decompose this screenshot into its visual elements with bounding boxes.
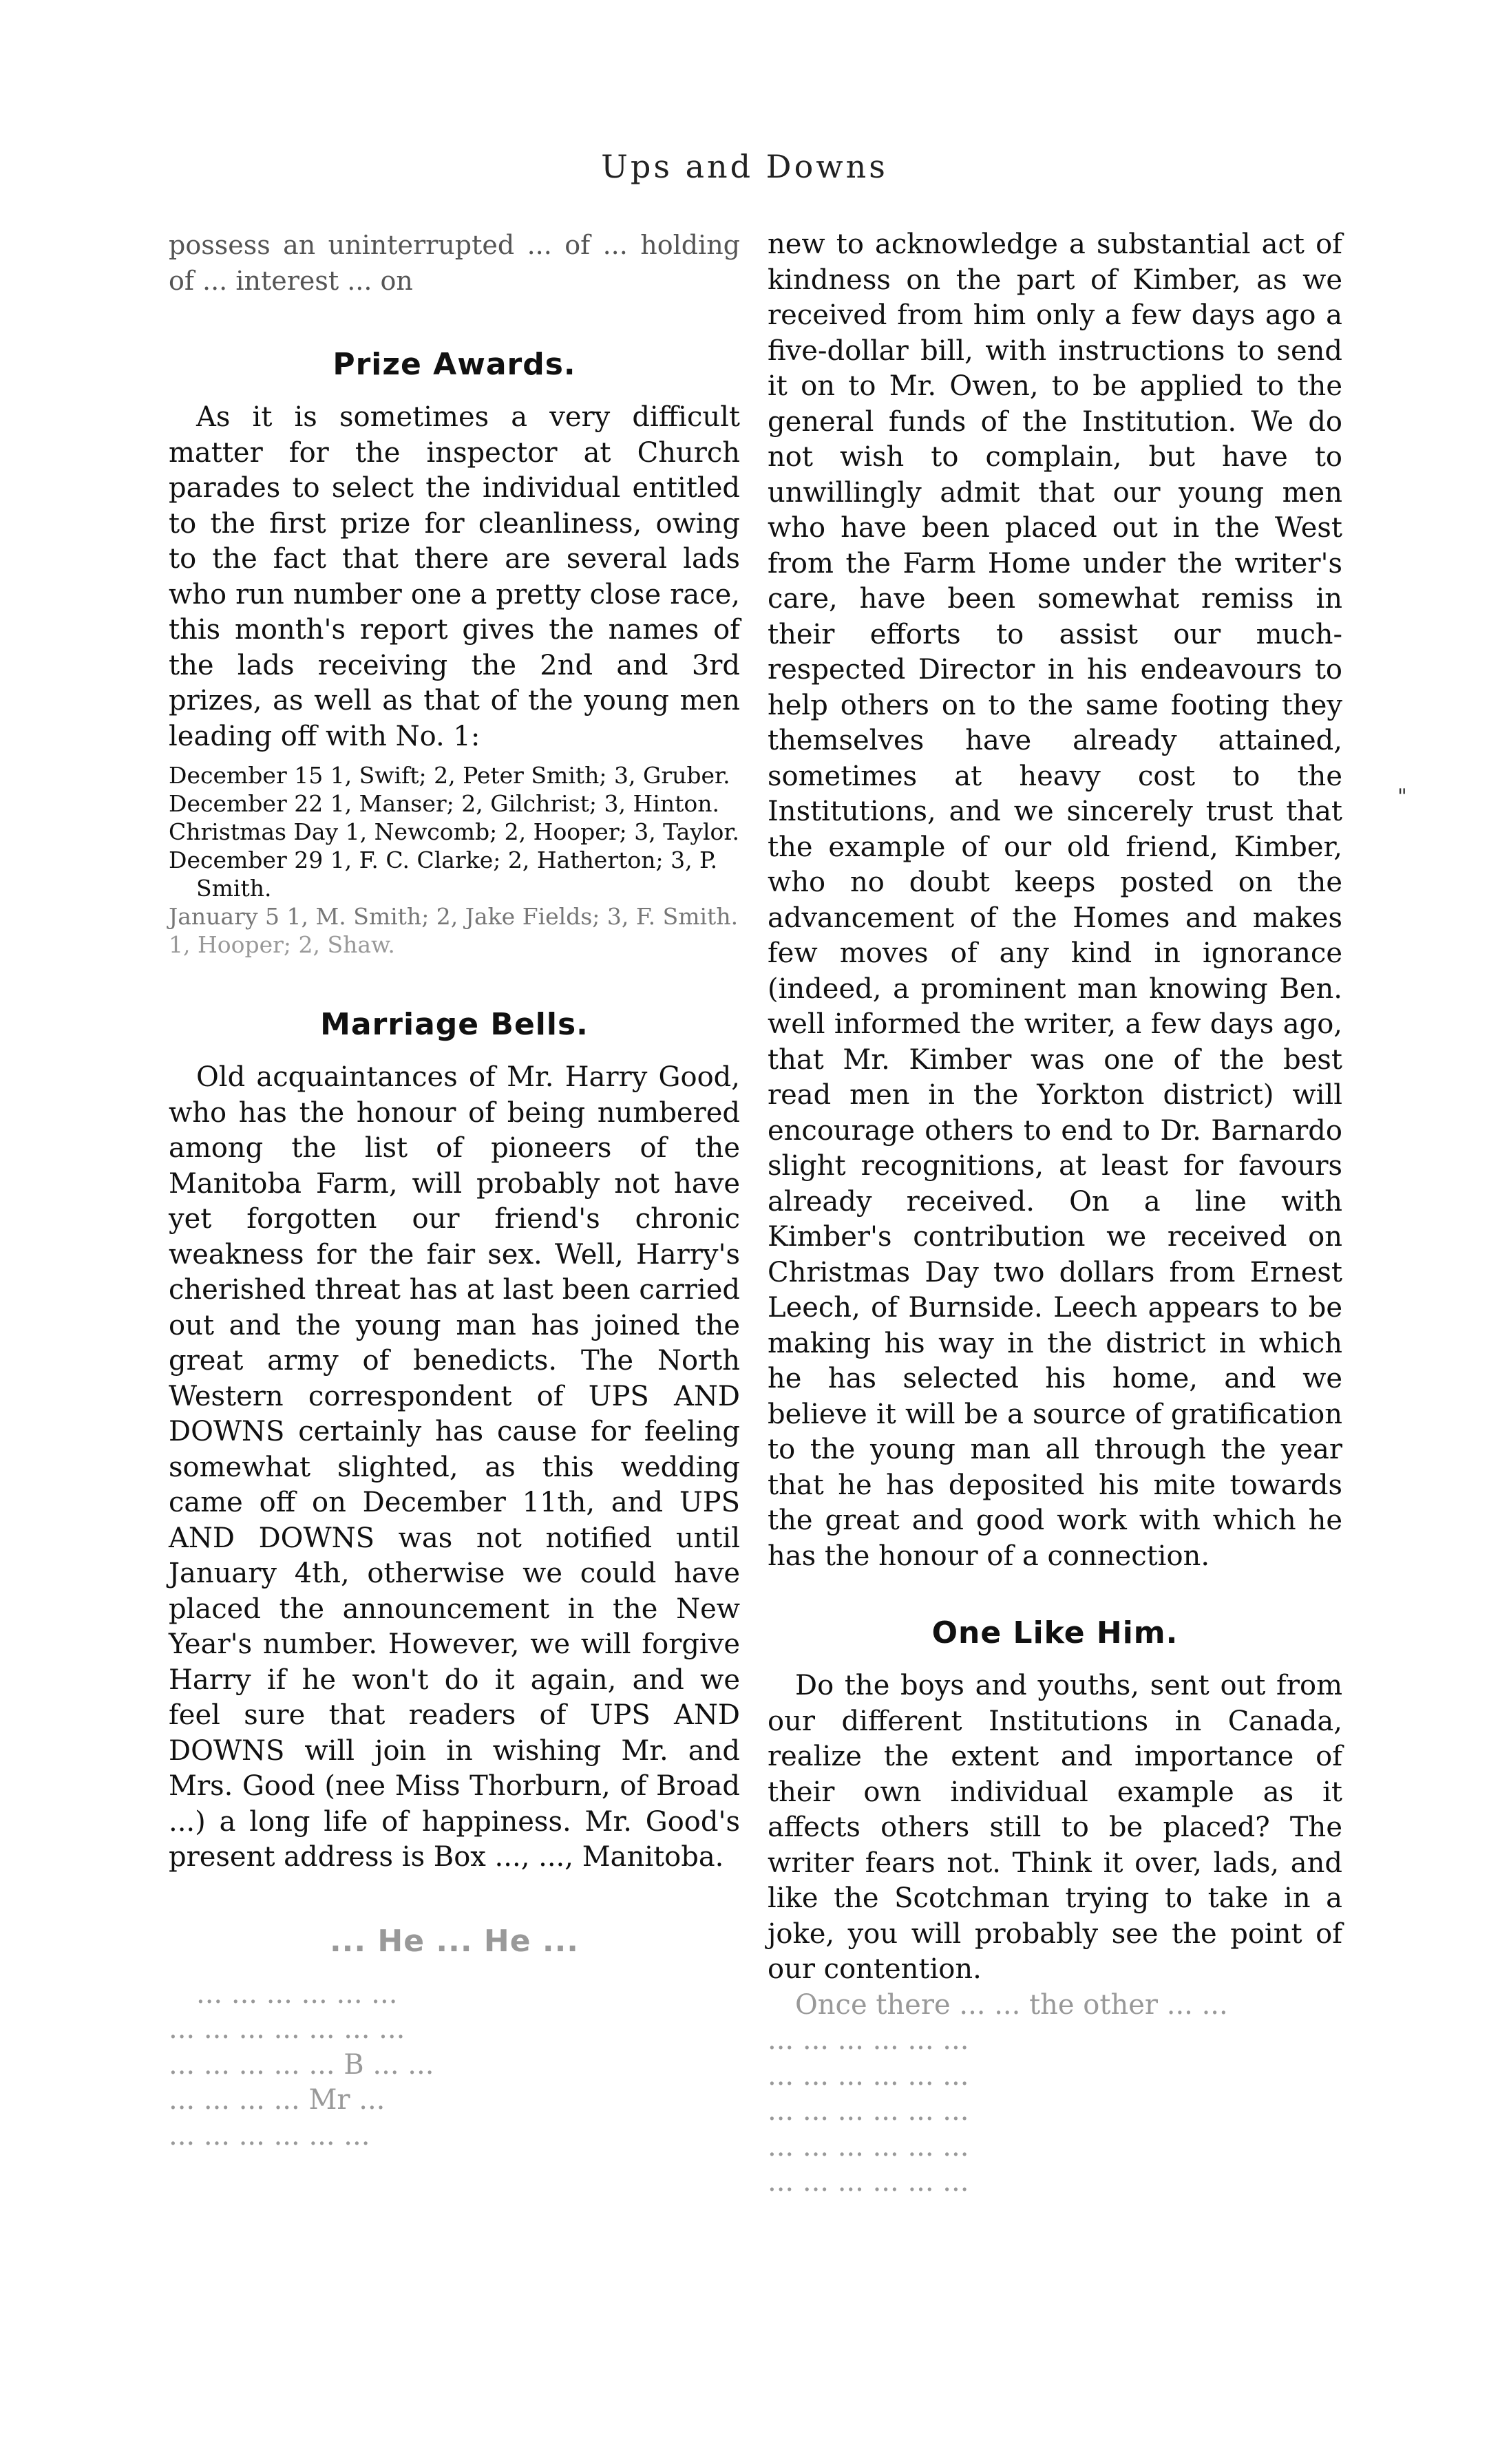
faded-line: ... ... ... ... ... ... — [768, 2024, 969, 2056]
one-like-him-heading: One Like Him. — [931, 1615, 1179, 1650]
awards-list — [169, 761, 740, 959]
prize-awards-heading: Prize Awards. — [332, 347, 576, 382]
award-entry: Christmas Day 1, Newcomb; 2, Hooper; 3, Taylor. — [169, 818, 740, 845]
faded-line: ... ... ... ... ... ... — [768, 2059, 969, 2092]
award-entry: December 15 1, Swift; 2, Peter Smith; 3, Gruber. — [169, 762, 730, 789]
marriage-bells-heading: Marriage Bells. — [320, 1007, 589, 1042]
award-entry: January 5 1, M. Smith; 2, Jake Fields; 3, F. Smith. — [169, 903, 739, 930]
faded-line: ... ... ... ... ... ... — [768, 2095, 969, 2127]
award-entry: December 22 1, Manser; 2, Gilchrist; 3, Hinton. — [169, 790, 719, 817]
marriage-bells-paragraph: Old acquaintances of Mr. Harry Good, who has the honour of being numbered among the list of pioneers of the Manitoba Farm, will probably not have yet forgotten our friend's chronic weakness for the fair sex. Well, Harry's cherished threat has at last been carried out and the young man has joined the great army of benedicts. The North Western correspondent of UPS AND DOWNS certainly has cause for feeling somewhat slighted, as this wedding came off on December 11th, and UPS AND DOWNS was not notified until January 4th, otherwise we could have placed the announcement in the New Year's number. However, we will forgive Harry if he won't do it again, and we feel sure that readers of UPS AND DOWNS will join in wishing Mr. and Mrs. Good (nee Miss Thorburn, of Broad ...) a long life of happiness. Mr. Good's present address is Box ..., ..., Manitoba. — [169, 1061, 740, 1873]
continued-paragraph: new to acknowledge a substantial act of kindness on the part of Kimber, as we received from him only a few days ago a five-dollar bill, with instructions to send it on to Mr. Owen, to be applied to the general funds of the Institution. We do not wish to complain, but have to unwillingly admit that our young men who have been placed out in the West from the Farm Home under the writer's care, have been somewhat remiss in their efforts to assist our much-respected Director in his endeavours to help others on to the same footing they themselves have already attained, sometimes at heavy cost to the Institutions, and we sincerely trust that the example of our old friend, Kimber, who no doubt keeps posted on the advancement of the Homes and makes few moves of any kind in ignorance (indeed, a prominent man knowing Ben. well informed the writer, a few days ago, that Mr. Kimber was one of the best read men in the Yorkton district) will encourage others to end to Dr. Barnardo slight recognitions, at least for favours already received. On a line with Kimber's contribution we received on Christmas Day two dollars from Ernest Leech, of Burnside. Leech appears to be making his way in the district in which he has selected his home, and we believe it will be a source of gratification to the young man all through the year that he has deposited his mite towards the great and good work with which he has the honour of a connection. — [768, 229, 1342, 1572]
prize-awards-paragraph: As it is sometimes a very difficult matter for the inspector at Church parades to select the individual entitled to the first prize for cleanliness, owing to the fact that there are several lads who run number one a pretty close race, this month's report gives the names of the lads receiving the 2nd and 3rd prizes, as well as that of the young men leading off with No. 1: — [169, 401, 740, 752]
top-fragment: possess an uninterrupted ... of ... holding of ... interest ... on — [169, 230, 740, 296]
left-column — [169, 227, 740, 2154]
award-entry: 1, Hooper; 2, Shaw. — [169, 931, 395, 958]
faded-section-heading: ... He ... He ... — [329, 1923, 580, 1959]
running-head: Ups and Downs — [601, 148, 888, 185]
right-column — [768, 227, 1342, 2200]
award-entry: December 29 1, F. C. Clarke; 2, Hatherton; 3, P. Smith. — [169, 847, 718, 902]
margin-mark: " — [1397, 785, 1407, 809]
faded-line: ... ... ... ... ... ... ... — [169, 2013, 405, 2045]
faded-line: ... ... ... ... ... ... — [196, 1977, 398, 2010]
faded-line: ... ... ... ... ... ... — [169, 2119, 370, 2152]
one-like-him-paragraph: Do the boys and youths, sent out from our different Institutions in Canada, realize the extent and importance of their own individual example as it affects others still to be placed? The writer fears not. Think it over, lads, and like the Scotchman trying to take in a joke, you will probably see the point of our contention. — [768, 1670, 1342, 1985]
faded-line: ... ... ... ... ... B ... ... — [169, 2048, 434, 2081]
faded-line: ... ... ... ... ... ... — [768, 2166, 969, 2198]
faded-line: ... ... ... ... ... ... — [768, 2130, 969, 2163]
faded-line: ... ... ... ... Mr ... — [169, 2084, 386, 2116]
faded-line: Once there ... ... the other ... ... — [795, 1988, 1228, 2021]
